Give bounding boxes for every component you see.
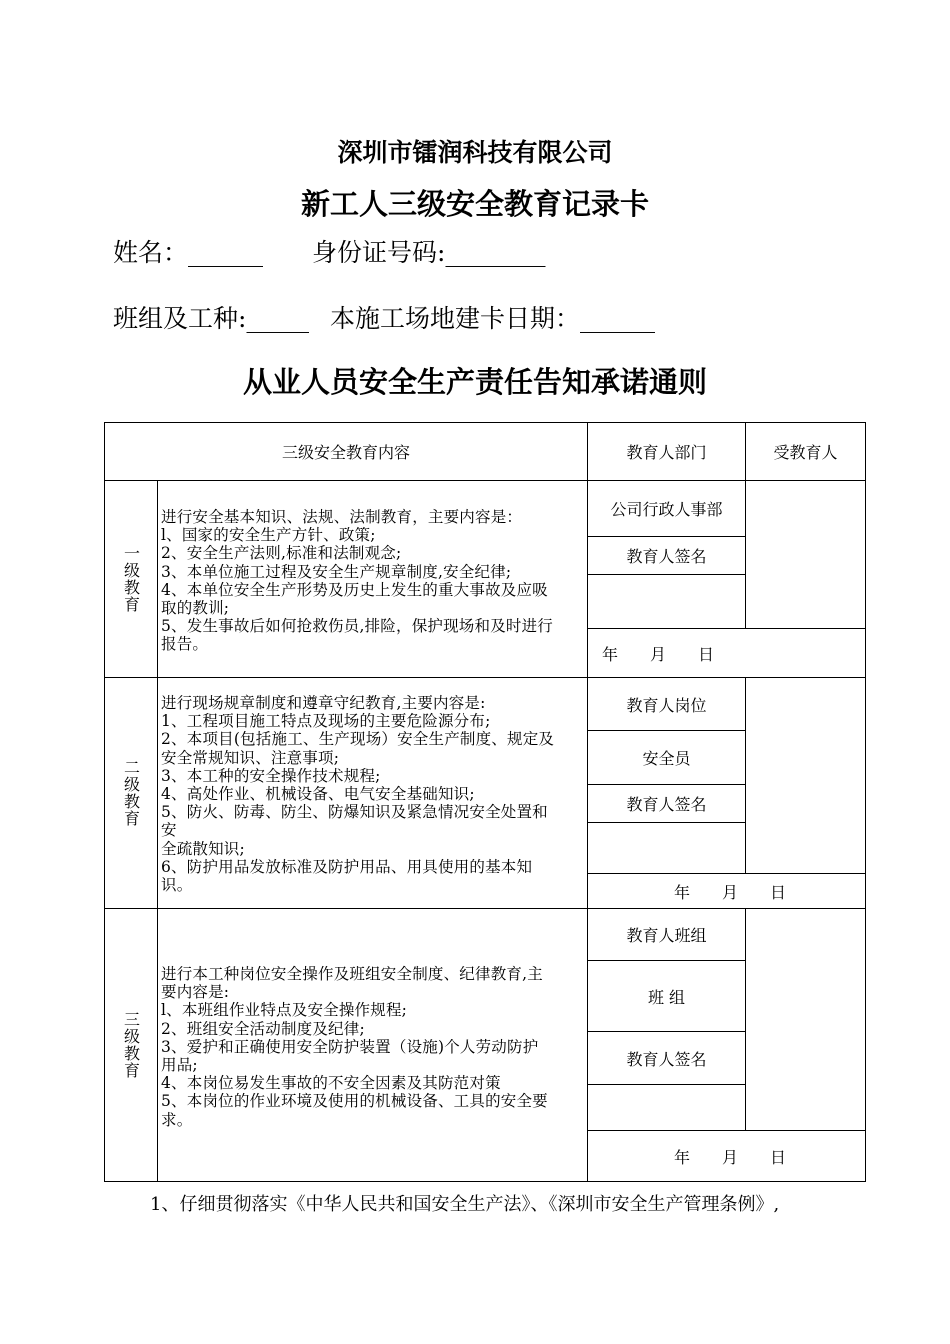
id-field <box>312 233 545 269</box>
name-field <box>113 233 263 269</box>
level-3-date[interactable]: 年 月 日 <box>673 1147 786 1167</box>
level-2-content: 进行现场规章制度和遵章守纪教育,主要内容是: 1、工程项目施工特点及现场的主要危险源分布; 2、本项目(包括施工、生产现场）安全生产制度、规定及 安全常规知识、注意事项; 3、本工种的安全操作技术规程; 4、高处作业、机械设备、电气安全基础知识; 5、防火、防毒、防尘、防爆知识及紧急情况安全处置和 安 全疏散知识; 6、防护用品发放标准及防护用品、用具使用的基本知 识。 <box>161 694 555 895</box>
header-dept: 教育人部门 <box>626 443 707 462</box>
footer-text: 1、仔细贯彻落实《中华人民共和国安全生产法》、《深圳市安全生产管理条例》, <box>150 1194 780 1215</box>
level-1-signature-field[interactable] <box>588 575 745 628</box>
level-2-date[interactable]: 年 月 日 <box>673 882 786 902</box>
card-date-field <box>330 299 655 335</box>
level-3-team-label: 教育人班组 <box>626 926 707 945</box>
level-1-signature-label: 教育人签名 <box>626 547 707 566</box>
level-2-recipient-field[interactable] <box>746 678 865 873</box>
level-3-team-value: 班 组 <box>647 987 686 1007</box>
table-border-right <box>865 422 866 1182</box>
level-3-content: 进行本工种岗位安全操作及班组安全制度、纪律教育,主 要内容是: l、本班组作业特点及安全操作规程; 2、班组安全活动制度及纪律; 3、爱护和正确使用安全防护装置（设施)个人劳动防护 用品; 4、本岗位易发生事故的不安全因素及其防范对策 5、本岗位的作业环境及使用的机械设备、工具的安全要 求。 <box>161 965 548 1129</box>
level-2-label: 二级教育 <box>121 759 141 827</box>
name-blank[interactable]: ______ <box>188 238 264 267</box>
company-name: 深圳市镭润科技有限公司 <box>337 138 613 167</box>
level-1-recipient-field[interactable] <box>746 481 865 628</box>
id-blank[interactable]: ________ <box>445 238 546 267</box>
level-1-content: 进行安全基本知识、法规、法制教育，主要内容是： l、国家的安全生产方针、政策; 2、安全生产法则,标准和法制观念; 3、本单位施工过程及安全生产规章制度,安全纪律; 4、本单位安全生产形势及历史上发生的重大事故及应吸 取的教训; 5、发生事故后如何抢救伤员,排险，保护现场和及时进行 报告。 <box>161 508 553 654</box>
col-divider <box>157 480 158 1182</box>
name-label: 姓名： <box>113 238 189 267</box>
team-label: 班组及工种: <box>113 304 247 333</box>
level-2-signature-label: 教育人签名 <box>626 795 707 814</box>
card-date-label: 本施工场地建卡日期： <box>330 304 581 333</box>
level-1-dept: 公司行政人事部 <box>610 500 723 519</box>
level-1-label: 一级教育 <box>121 545 141 613</box>
card-date-blank[interactable]: ______ <box>580 304 656 333</box>
level-3-signature-label: 教育人签名 <box>626 1049 707 1069</box>
section-title: 从业人员安全生产责任告知承诺通则 <box>242 365 707 399</box>
level-1-date[interactable]: 年 月 日 <box>601 644 714 664</box>
level-2-signature-field[interactable] <box>588 823 745 873</box>
header-recipient: 受教育人 <box>773 443 838 462</box>
team-blank[interactable]: _____ <box>246 304 309 333</box>
team-field <box>113 299 309 335</box>
level-3-label: 三级教育 <box>121 1011 141 1079</box>
id-label: 身份证号码: <box>312 238 446 267</box>
header-content: 三级安全教育内容 <box>281 443 410 462</box>
level-3-signature-field[interactable] <box>588 1085 745 1130</box>
level-3-recipient-field[interactable] <box>746 909 865 1130</box>
table-border-bottom <box>104 1181 866 1182</box>
document-title: 新工人三级安全教育记录卡 <box>300 187 649 221</box>
level-2-position-label: 教育人岗位 <box>626 695 707 715</box>
level-2-position-value: 安全员 <box>642 749 691 768</box>
